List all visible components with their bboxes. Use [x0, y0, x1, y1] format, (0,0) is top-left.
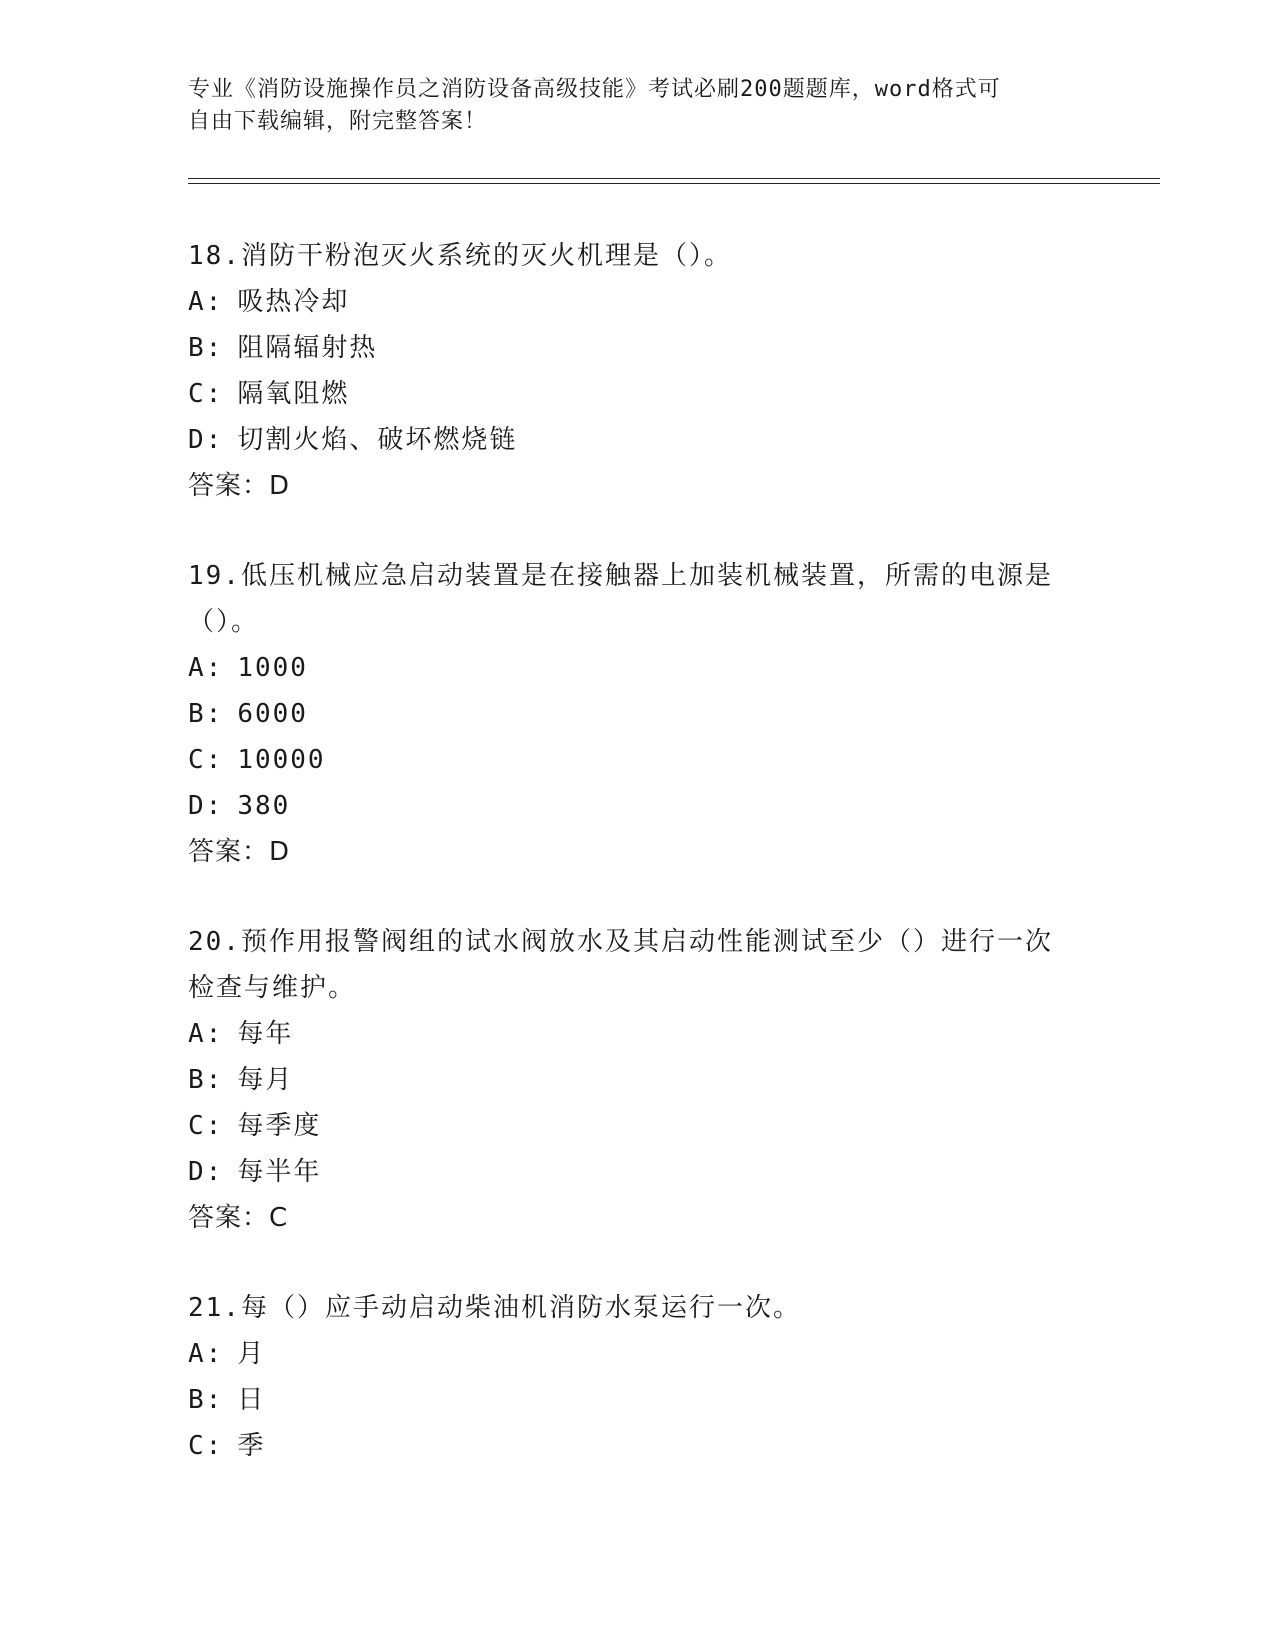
question-block [188, 553, 1088, 875]
answer-key: 答案：D [188, 837, 291, 867]
option-letter: A [188, 1339, 206, 1369]
answer-option [188, 1331, 1088, 1377]
header-line-1: 专业《消防设施操作员之消防设备高级技能》考试必刷200题题库，word格式可 [188, 77, 1001, 102]
option-text: 380 [237, 791, 291, 821]
answer-option [188, 1423, 1088, 1469]
question-stem [188, 233, 1088, 279]
answer-option [188, 691, 1088, 737]
option-text: 每年 [237, 1019, 294, 1049]
answer-option [188, 371, 1088, 417]
option-letter: C [188, 745, 206, 775]
answer-option [188, 737, 1088, 783]
option-letter: B [188, 1385, 206, 1415]
option-separator: : [205, 1339, 224, 1369]
question-block [188, 233, 1088, 509]
header-divider-bottom [188, 183, 1160, 184]
option-text: 日 [237, 1385, 266, 1415]
question-stem-line: 21.每（）应手动启动柴油机消防水泵运行一次。 [188, 1293, 801, 1323]
option-separator: : [205, 653, 224, 683]
option-separator: : [205, 1019, 224, 1049]
option-separator: : [205, 745, 224, 775]
answer-option [188, 1149, 1088, 1195]
question-stem-line: 检查与维护。 [188, 973, 357, 1003]
option-text: 6000 [237, 699, 308, 729]
answer-option [188, 325, 1088, 371]
option-letter: B [188, 699, 206, 729]
option-separator: : [205, 333, 224, 363]
option-letter: A [188, 1019, 206, 1049]
option-letter: A [188, 653, 206, 683]
option-text: 每月 [237, 1065, 294, 1095]
question-block [188, 919, 1088, 1241]
option-letter: C [188, 379, 206, 409]
option-text: 10000 [237, 745, 326, 775]
question-stem [188, 919, 1088, 1011]
document-header [188, 74, 1088, 138]
answer-option [188, 1057, 1088, 1103]
header-line-2: 自由下载编辑，附完整答案！ [188, 109, 488, 134]
option-separator: : [205, 287, 224, 317]
answer-key: 答案：D [188, 471, 291, 501]
option-separator: : [205, 791, 224, 821]
question-spacer [188, 875, 1088, 919]
option-separator: : [205, 425, 224, 455]
option-letter: D [188, 791, 206, 821]
option-text: 月 [237, 1339, 266, 1369]
option-separator: : [205, 1385, 224, 1415]
question-stem-line: 19.低压机械应急启动装置是在接触器上加装机械装置，所需的电源是 [188, 561, 1053, 591]
option-separator: : [205, 1111, 224, 1141]
option-letter: C [188, 1431, 206, 1461]
answer-option [188, 783, 1088, 829]
option-letter: B [188, 333, 206, 363]
answer-option [188, 1103, 1088, 1149]
question-stem-line: 20.预作用报警阀组的试水阀放水及其启动性能测试至少（）进行一次 [188, 927, 1053, 957]
answer-option [188, 1377, 1088, 1423]
question-list [188, 233, 1088, 1469]
question-stem [188, 553, 1088, 645]
answer-option [188, 645, 1088, 691]
option-separator: : [205, 1065, 224, 1095]
option-text: 阻隔辐射热 [237, 333, 378, 363]
option-letter: D [188, 425, 206, 455]
option-text: 1000 [237, 653, 308, 683]
option-letter: D [188, 1157, 206, 1187]
question-block [188, 1285, 1088, 1469]
question-spacer [188, 1241, 1088, 1285]
option-text: 吸热冷却 [237, 287, 350, 317]
answer-key: 答案：C [188, 1203, 289, 1233]
option-separator: : [205, 1157, 224, 1187]
question-stem [188, 1285, 1088, 1331]
option-separator: : [205, 1431, 224, 1461]
option-separator: : [205, 699, 224, 729]
option-text: 每季度 [237, 1111, 322, 1141]
answer-option [188, 279, 1088, 325]
option-letter: A [188, 287, 206, 317]
option-text: 切割火焰、破坏燃烧链 [237, 425, 518, 455]
option-letter: C [188, 1111, 206, 1141]
option-text: 每半年 [237, 1157, 322, 1187]
option-letter: B [188, 1065, 206, 1095]
option-text: 季 [237, 1431, 266, 1461]
question-spacer [188, 509, 1088, 553]
answer-option [188, 417, 1088, 463]
question-stem-line: 18.消防干粉泡灭火系统的灭火机理是（）。 [188, 241, 732, 271]
question-stem-line: （）。 [188, 607, 260, 637]
answer-option [188, 1011, 1088, 1057]
option-text: 隔氧阻燃 [237, 379, 350, 409]
option-separator: : [205, 379, 224, 409]
header-divider-top [188, 178, 1160, 179]
